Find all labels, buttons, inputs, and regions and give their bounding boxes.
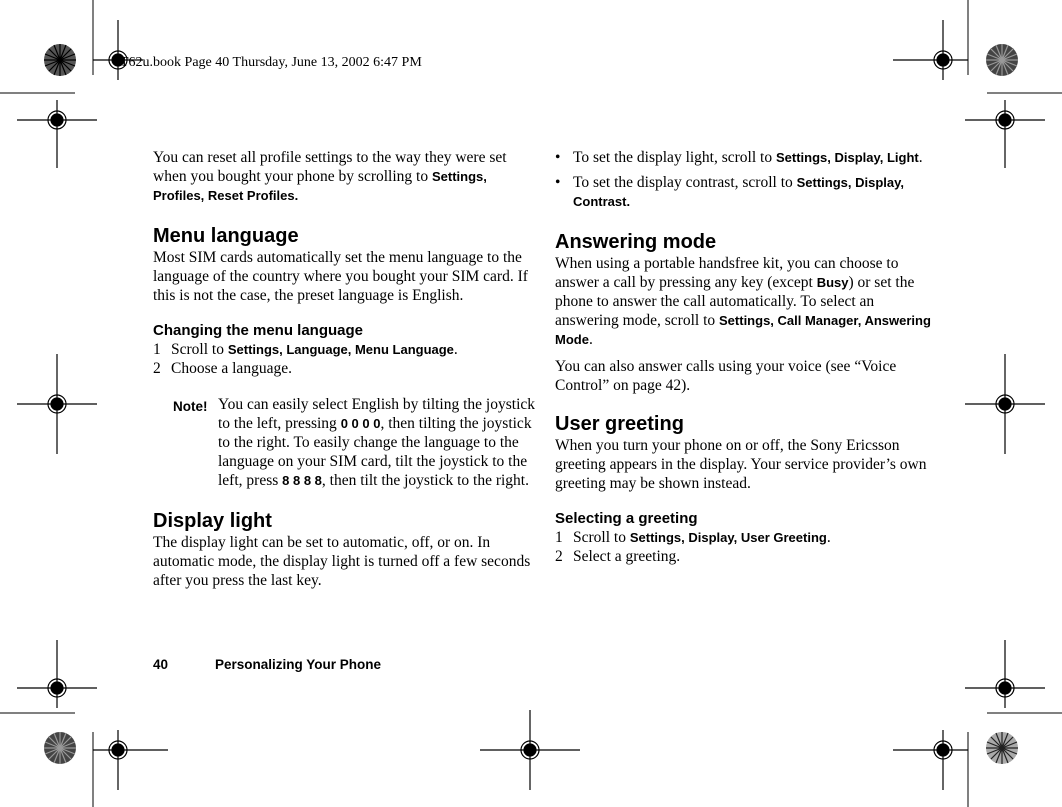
answering-mode-text: When using a portable handsfree kit, you can choose to answer a call by pressing any key (except Busy) or set the phone to answer the call automatically. To select an answering mode, scroll to Settings, Call Manager, Answering Mode. (555, 255, 931, 348)
busy-key: Busy (816, 275, 849, 290)
menu-language-heading: Menu language (153, 225, 299, 247)
note-label: Note! (173, 399, 208, 414)
step-2: 2 Choose a language. (153, 360, 292, 377)
greeting-step-1: 1 Scroll to Settings, Display, User Greeting. (555, 529, 831, 546)
user-greeting-command: Settings, Display, User Greeting (629, 530, 827, 545)
page-footer (153, 657, 381, 672)
bullet-display-light: • To set the display light, scroll to Settings, Display, Light. (555, 149, 923, 166)
key-sequence-sim: 8 8 8 8 (282, 473, 322, 488)
display-light-heading: Display light (153, 510, 272, 532)
bullet-display-contrast: • To set the display contrast, scroll to Settings, Display, Contrast. (555, 174, 905, 209)
left-column (153, 148, 537, 590)
book-header: T62u.book Page 40 Thursday, June 13, 2002 6:47 PM (120, 55, 422, 70)
menu-language-text: Most SIM cards automatically set the menu language to the language of the country where you bought your SIM card. If this is not the case, the preset language is English. (153, 249, 528, 304)
step-1: 1 Scroll to Settings, Language, Menu Language. (153, 341, 458, 358)
answering-mode-heading: Answering mode (555, 231, 717, 253)
user-greeting-heading: User greeting (555, 413, 684, 435)
voice-answer-text: You can also answer calls using your voice (see “Voice Control” on page 42). (555, 358, 897, 394)
reset-profiles-command: Settings, Profiles, Reset Profiles. (153, 169, 487, 203)
note-text: You can easily select English by tilting the joystick to the left, pressing 0 0 0 0, then tilting the joystick to the right. To easily change the language to the language on your SIM card, tilt the joystick to the left, press 8 8 8 8, then tilt the joystick to the right. (218, 396, 536, 489)
reset-profiles-paragraph: You can reset all profile settings to the way they were set when you bought your phone by scrolling to Settings, Profiles, Reset Profiles. (153, 149, 507, 203)
footer-section-title: Personalizing Your Phone (215, 657, 382, 672)
key-sequence-english: 0 0 0 0 (340, 416, 381, 431)
display-light-text: The display light can be set to automatic, off, or on. In automatic mode, the display light is turned off a few seconds after you press the last key. (153, 534, 531, 589)
note-block (173, 395, 537, 490)
menu-language-command: Settings, Language, Menu Language (227, 342, 454, 357)
greeting-step-2: 2 Select a greeting. (555, 548, 681, 565)
display-contrast-command: Settings, Display, Contrast. (573, 175, 905, 209)
right-column (555, 148, 939, 566)
page-number: 40 (153, 657, 169, 672)
selecting-greeting-heading: Selecting a greeting (555, 510, 698, 527)
user-greeting-text: When you turn your phone on or off, the Sony Ericsson greeting appears in the display. Your service provider’s own greeting may be shown instead. (555, 437, 927, 492)
changing-menu-language-heading: Changing the menu language (153, 322, 364, 339)
answering-mode-command: Settings, Call Manager, Answering Mode (555, 313, 931, 347)
display-light-command: Settings, Display, Light (775, 150, 919, 165)
